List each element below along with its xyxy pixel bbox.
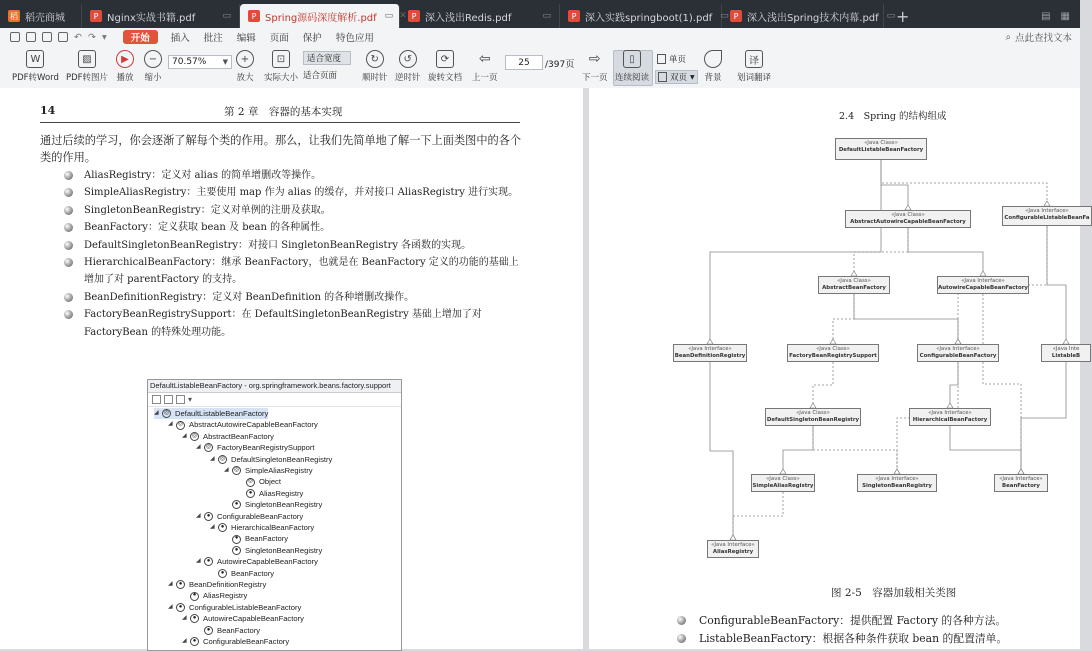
tree-item[interactable]: [168, 602, 301, 613]
button-label: 实际大小: [264, 73, 299, 83]
interface-icon: ●: [176, 603, 185, 612]
tab-float-icon[interactable]: ▭: [720, 11, 729, 21]
tree-item[interactable]: [238, 476, 281, 487]
uml-class-box: [1002, 206, 1092, 226]
tree-item-label: AutowireCapableBeanFactory: [217, 557, 318, 567]
expand-arrow-icon[interactable]: ◢: [196, 444, 201, 451]
uml-connector: [783, 426, 813, 474]
uml-class-box: [917, 344, 999, 362]
chevron-down-icon: ▼: [222, 58, 228, 66]
class-icon: ◎: [204, 443, 213, 452]
tab-float-icon[interactable]: ▭: [222, 11, 231, 21]
uml-connector: [813, 426, 897, 474]
uml-class-box: [751, 474, 815, 492]
rotate-doc-button[interactable]: [428, 50, 462, 83]
tree-item[interactable]: [182, 613, 304, 624]
tree-item[interactable]: [210, 568, 274, 579]
list-item: [64, 254, 524, 289]
expand-arrow-icon[interactable]: ◢: [210, 524, 215, 530]
pdf-to-word-icon: W: [26, 50, 44, 68]
tree-item-label: AbstractBeanFactory: [203, 431, 274, 441]
list-item-text: ConfigurableBeanFactory：提供配置 Factory 的各种方法。: [699, 614, 1007, 627]
pdf-icon: P: [730, 10, 742, 22]
print-preview-icon[interactable]: [58, 32, 68, 42]
list-item-text: SingletonBeanRegistry：定义对单例的注册及获取。: [84, 204, 331, 216]
translate-button[interactable]: [737, 50, 771, 83]
tab-nginx[interactable]: [82, 4, 240, 28]
pdf-icon: P: [568, 10, 580, 22]
expand-arrow-icon[interactable]: ◢: [154, 410, 159, 416]
tab-float-icon[interactable]: ▭: [384, 11, 394, 21]
quick-access: [0, 28, 117, 46]
pdf-icon: P: [408, 10, 420, 22]
uml-connector: [881, 160, 908, 210]
uml-stereotype: «Java Interface»: [961, 278, 1005, 284]
uml-connector: [908, 228, 983, 276]
list-item: [64, 306, 524, 341]
prev-page-button[interactable]: [472, 50, 498, 83]
bullet-icon: [64, 188, 73, 197]
type-hierarchy-screenshot: [147, 379, 402, 651]
uml-connector: [950, 426, 1021, 474]
uml-class-box: [765, 408, 861, 426]
button-label: 放大: [236, 73, 254, 83]
interface-icon: ●: [190, 637, 199, 646]
class-icon: ◎: [176, 421, 185, 430]
uml-class-box: [845, 210, 971, 228]
tab-label: 稻壳商城: [25, 12, 65, 24]
uml-class-name: FactoryBeanRegistrySupport: [789, 353, 877, 359]
expand-arrow-icon[interactable]: ◢: [210, 455, 215, 462]
translate-icon: 译: [745, 50, 763, 68]
tree-item[interactable]: [168, 579, 266, 590]
menu-protect[interactable]: 保护: [302, 33, 322, 44]
uml-class-name: AliasRegistry: [712, 549, 754, 555]
interface-icon: ●: [204, 512, 213, 521]
tree-item[interactable]: [224, 499, 322, 510]
continuous-read-label-group: [615, 50, 649, 83]
button-label: 播放: [116, 73, 134, 83]
uml-connector: [881, 160, 1047, 206]
tree-item-label: BeanDefinitionRegistry: [189, 580, 267, 589]
class-icon: ◎: [218, 455, 227, 464]
bullet-icon: [64, 223, 73, 232]
tree-item-label: AliasRegistry: [203, 591, 248, 601]
uml-class-name: AbstractAutowireCapableBeanFactory: [850, 219, 966, 225]
moon-icon: [704, 50, 722, 68]
single-page-icon: [657, 54, 666, 64]
uml-class-box: [857, 474, 937, 492]
grid-icon[interactable]: ▦: [1060, 10, 1070, 22]
uml-class-name: ConfigurableListableBeanFa: [1004, 215, 1090, 221]
expand-arrow-icon[interactable]: ◢: [224, 467, 229, 473]
uml-stereotype: «Java Interface»: [928, 410, 972, 416]
uml-class-name: SimpleAliasRegistry: [752, 483, 814, 489]
expand-arrow-icon[interactable]: ◢: [182, 638, 187, 644]
uml-stereotype: «Java Class»: [766, 476, 800, 482]
tab-label: 深入浅出Redis.pdf: [425, 12, 512, 24]
chevron-down-icon: ▾: [188, 395, 193, 404]
menu-insert[interactable]: 插入: [170, 33, 190, 44]
class-icon: ◎: [232, 466, 241, 475]
tree-item-label: DefaultSingletonBeanRegistry: [231, 454, 333, 464]
uml-stereotype: «Java Class»: [837, 278, 871, 284]
uml-stereotype: «Java Inte: [1052, 346, 1080, 352]
pdf-to-image-icon: ▨: [78, 50, 96, 68]
button-label: 适合页面: [303, 71, 338, 81]
interface-icon: ●: [218, 569, 227, 578]
uml-class-name: DefaultSingletonBeanRegistry: [766, 417, 860, 423]
dual-page-icon: [658, 72, 667, 82]
uml-class-name: SingletonBeanRegistry: [862, 483, 932, 489]
uml-connector: [813, 362, 833, 408]
interface-icon: ●: [232, 535, 241, 544]
list-item: [677, 630, 1007, 648]
page-number-input[interactable]: 25: [505, 55, 543, 70]
new-tab-icon[interactable]: +: [896, 6, 910, 26]
class-diagram-connectors: [589, 88, 1080, 588]
bullet-icon: [64, 293, 73, 302]
uml-class-name: BeanFactory: [1002, 483, 1040, 489]
tree-item[interactable]: [154, 408, 268, 419]
document-page-right: [589, 88, 1090, 649]
open-icon[interactable]: [10, 32, 20, 42]
button-label: 适合宽度: [307, 54, 342, 64]
tab-float-icon[interactable]: ▭: [886, 11, 896, 21]
uml-stereotype: «Java Interface»: [688, 346, 732, 352]
zoom-out-button[interactable]: [144, 50, 162, 83]
tab-home[interactable]: [0, 4, 82, 28]
bullet-icon: [64, 171, 73, 180]
background-button[interactable]: [704, 50, 722, 83]
rotate-ccw-icon: ↺: [399, 50, 417, 68]
button-label: 下一页: [582, 73, 608, 83]
list-item-text: ListableBeanFactory：根据各种条件获取 bean 的配置清单。: [699, 632, 1008, 645]
interface-icon: ●: [204, 557, 213, 566]
dropdown-icon[interactable]: ▾: [101, 31, 107, 43]
next-page-button[interactable]: [582, 50, 608, 83]
button-label: PDF转Word: [12, 73, 59, 83]
tree-item[interactable]: [182, 590, 247, 601]
tree-title: DefaultListableBeanFactory - org.springframework.beans.factory.support: [148, 380, 401, 393]
expand-arrow-icon[interactable]: ◢: [182, 432, 187, 439]
zoom-value: 70.57%: [172, 57, 207, 67]
bullet-icon: [64, 241, 73, 250]
uml-stereotype: «Java Class»: [796, 410, 830, 416]
zoom-out-icon: −: [144, 50, 162, 68]
menu-bar: [0, 28, 1080, 46]
rotate-doc-icon: ⟳: [436, 50, 454, 68]
button-label: 上一页: [472, 73, 498, 83]
tab-spring-internals[interactable]: [722, 4, 896, 28]
tree-item[interactable]: [238, 488, 303, 499]
fit-page-button[interactable]: [303, 69, 337, 81]
tree-item-label: AutowireCapableBeanFactory: [203, 614, 304, 624]
layout-icon[interactable]: ▤: [1041, 10, 1051, 22]
fit-width-button[interactable]: [303, 51, 351, 65]
uml-connector: [833, 294, 854, 344]
button-label: 顺时针: [362, 73, 388, 83]
tree-item[interactable]: [196, 556, 318, 567]
class-description-list: [64, 167, 524, 341]
figure-caption: 图 2-5 容器加载相关类图: [831, 587, 957, 599]
tree-item[interactable]: [224, 545, 322, 556]
list-item: [64, 202, 524, 219]
tab-label: Spring源码深度解析.pdf: [265, 12, 377, 24]
uml-class-name: DefaultListableBeanFactory: [838, 147, 924, 153]
list-item-text: AliasRegistry：定义对 alias 的简单增删改等操作。: [84, 170, 322, 181]
list-item: [677, 612, 1007, 630]
interface-icon: ●: [232, 500, 241, 509]
uml-class-box: [835, 138, 927, 160]
undo-icon[interactable]: ↶: [74, 31, 82, 43]
list-item: [64, 167, 524, 184]
uml-class-box: [673, 344, 747, 362]
search-label: 点此查找文本: [1014, 33, 1072, 44]
expand-arrow-icon[interactable]: ◢: [168, 581, 173, 587]
interface-icon: ●: [232, 546, 241, 555]
tree-item[interactable]: [168, 419, 318, 430]
rotate-cw-button[interactable]: [362, 50, 388, 83]
chevron-down-icon: ▼: [690, 73, 695, 81]
class-icon: ◎: [190, 432, 199, 441]
uml-class-box: [909, 408, 991, 426]
tree-item-label: SimpleAliasRegistry: [245, 466, 313, 475]
play-icon: ▶: [116, 50, 134, 68]
list-item-text: FactoryBeanRegistrySupport：在 DefaultSingletonBeanRegistry 基础上增加了对 FactoryBean 的特殊处理功能。: [84, 309, 482, 338]
uml-connector: [950, 362, 958, 408]
play-button[interactable]: [116, 50, 134, 83]
tab-label: Nginx实战书籍.pdf: [107, 12, 196, 24]
header-rule: [40, 122, 520, 123]
tab-spring-source[interactable]: [240, 4, 407, 28]
pdf-to-image-button[interactable]: [66, 50, 108, 83]
save-icon[interactable]: [26, 32, 36, 42]
tree-item-label: BeanFactory: [245, 534, 289, 544]
interface-icon: ●: [246, 489, 255, 498]
interface-icon: ●: [190, 592, 199, 601]
zoom-select[interactable]: [168, 55, 232, 69]
list-item-text: HierarchicalBeanFactory：继承 BeanFactory，也就是在 BeanFactory 定义的功能的基础上增加了对 parentFactory 的支持。: [84, 257, 519, 286]
tree-item-label: SingletonBeanRegistry: [245, 545, 323, 555]
uml-stereotype: «Java Interface»: [875, 476, 919, 482]
expand-arrow-icon[interactable]: ◢: [196, 558, 201, 565]
close-icon[interactable]: ✕: [399, 11, 407, 21]
uml-stereotype: «Java Class»: [864, 140, 898, 146]
uml-class-name: BeanDefinitionRegistry: [674, 353, 746, 359]
uml-connector: [854, 294, 958, 344]
menu-features[interactable]: 特色应用: [335, 33, 374, 44]
rotate-cw-icon: ↻: [366, 50, 384, 68]
tree-item-label: AliasRegistry: [259, 488, 304, 498]
interface-icon: ●: [176, 580, 185, 589]
intro-paragraph: 通过后续的学习，你会逐渐了解每个类的作用。那么，让我们先简单地了解一下上面类图中的各个类的作用。: [40, 134, 522, 164]
list-item-text: SimpleAliasRegistry：主要使用 map 作为 alias 的缓存，并对接口 AliasRegistry 进行实现。: [84, 187, 519, 199]
home-icon: 稻: [10, 11, 18, 21]
supertype-icon: [164, 395, 173, 404]
uml-connector: [1021, 362, 1066, 474]
continuous-read-icon: ▯: [623, 50, 641, 68]
list-item: [64, 184, 524, 201]
menu-edit[interactable]: 编辑: [236, 33, 256, 44]
tree-item[interactable]: [210, 522, 314, 533]
tree-item[interactable]: [224, 465, 313, 476]
tree-item-label: ConfigurableBeanFactory: [203, 637, 290, 646]
button-label: 旋转文档: [428, 73, 463, 83]
bullet-icon: [677, 634, 686, 643]
bullet-icon: [64, 206, 73, 215]
zoom-in-icon: +: [236, 50, 254, 68]
tab-springboot[interactable]: [560, 4, 729, 28]
pdf-icon: P: [90, 10, 102, 22]
search-command[interactable]: [1006, 30, 1080, 44]
class-icon: ◎: [246, 478, 255, 487]
list-item-text: BeanDefinitionRegistry：定义对 BeanDefinition 的各种增删改操作。: [84, 291, 415, 303]
menu-start[interactable]: 开始: [123, 30, 158, 44]
tree-item-label: BeanFactory: [217, 625, 261, 635]
expand-arrow-icon[interactable]: ◢: [168, 421, 173, 428]
menu-page[interactable]: 页面: [269, 33, 289, 44]
uml-stereotype: «Java Interface»: [999, 476, 1043, 482]
interface-icon: ●: [204, 626, 213, 635]
single-page-button[interactable]: [657, 53, 686, 65]
uml-class-box: [818, 276, 890, 294]
menu-annotate[interactable]: 批注: [203, 33, 223, 44]
tree-item-label: HierarchicalBeanFactory: [231, 523, 315, 532]
uml-class-box: [1041, 344, 1091, 362]
expand-arrow-icon[interactable]: ◢: [196, 512, 201, 519]
interface-icon: ●: [218, 523, 227, 532]
tree-item-label: ConfigurableListableBeanFactory: [189, 602, 302, 612]
tree-item[interactable]: [182, 636, 289, 647]
search-icon: ⌕: [1005, 31, 1011, 43]
tree-item[interactable]: [196, 442, 315, 453]
dual-page-button[interactable]: [655, 70, 698, 84]
uml-class-box: [994, 474, 1048, 492]
bullet-icon: [64, 258, 73, 267]
button-label: 背景: [704, 73, 722, 83]
uml-class-name: ConfigurableBeanFactory: [919, 353, 997, 359]
document-page-left: [0, 88, 583, 649]
uml-connector: [733, 492, 783, 540]
uml-class-name: HierarchicalBeanFactory: [912, 417, 988, 423]
page-total: /397页: [545, 60, 575, 70]
class-icon: ◎: [162, 409, 171, 418]
tree-item[interactable]: [196, 625, 260, 636]
tree-item[interactable]: [196, 511, 303, 522]
uml-connector: [710, 362, 733, 540]
actual-size-button[interactable]: [264, 50, 298, 83]
expand-arrow-icon[interactable]: ◢: [168, 603, 173, 610]
interface-icon: ●: [190, 614, 199, 623]
uml-stereotype: «Java Interface»: [711, 542, 755, 548]
tree-item-label: DefaultListableBeanFactory: [175, 409, 269, 418]
button-label: 划词翻译: [737, 73, 772, 83]
uml-stereotype: «Java Class»: [891, 212, 925, 218]
pdf-to-word-button[interactable]: [12, 50, 59, 83]
button-label: 双页: [670, 73, 688, 83]
tree-item-label: ConfigurableBeanFactory: [217, 511, 304, 521]
tab-redis[interactable]: [400, 4, 560, 28]
tree-item-label: AbstractAutowireCapableBeanFactory: [189, 420, 318, 430]
tree-item-label: SingletonBeanRegistry: [245, 500, 323, 510]
rotate-ccw-button[interactable]: [395, 50, 421, 83]
page-number: 14: [40, 104, 56, 117]
uml-class-name: ListableB: [1051, 353, 1081, 359]
interface-description-list: [677, 612, 1007, 648]
uml-connector: [983, 294, 1021, 474]
expand-arrow-icon[interactable]: ◢: [182, 615, 187, 622]
list-item: [64, 237, 524, 254]
button-label: 单页: [669, 55, 687, 65]
tab-label: 深入实践springboot(1).pdf: [585, 12, 713, 24]
tree-item[interactable]: [182, 431, 274, 442]
toolbar: [0, 46, 1080, 89]
bullet-icon: [64, 310, 73, 319]
button-label: PDF转图片: [66, 73, 109, 83]
tree-toolbar: [148, 393, 401, 407]
tree-item-label: FactoryBeanRegistrySupport: [217, 443, 315, 453]
chapter-heading: 第 2 章 容器的基本实现: [224, 106, 343, 118]
uml-class-box: [787, 344, 879, 362]
actual-size-icon: ⊡: [272, 50, 290, 68]
bullet-icon: [677, 616, 686, 625]
arrow-right-icon: ⇨: [588, 51, 601, 67]
list-item: [64, 219, 524, 236]
button-label: 缩小: [144, 73, 162, 83]
uml-class-name: AbstractBeanFactory: [822, 285, 886, 291]
list-item-text: DefaultSingletonBeanRegistry：对接口 SingletonBeanRegistry 各函数的实现。: [84, 239, 472, 251]
uml-class-name: AutowireCapableBeanFactory: [938, 285, 1028, 291]
tree-item[interactable]: [224, 533, 288, 544]
uml-stereotype: «Java Class»: [816, 346, 850, 352]
tab-bar: [0, 0, 1080, 28]
uml-connector: [1047, 226, 1066, 344]
arrow-left-icon: ⇦: [478, 51, 491, 67]
list-item: [64, 289, 524, 306]
uml-class-box: [707, 540, 759, 558]
button-label: 连续阅读: [615, 73, 650, 83]
section-heading: 2.4 Spring 的结构组成: [839, 111, 947, 122]
list-item-text: BeanFactory：定义获取 bean 及 bean 的各种属性。: [84, 222, 331, 234]
button-label: 逆时针: [395, 73, 421, 83]
zoom-in-button[interactable]: [236, 50, 254, 83]
tab-label: 深入浅出Spring技术内幕.pdf: [747, 12, 879, 24]
tree-item[interactable]: [210, 454, 332, 465]
tab-float-icon[interactable]: ▭: [542, 11, 551, 21]
tree-item-label: BeanFactory: [231, 568, 275, 578]
uml-stereotype: «Java Interface»: [1025, 208, 1069, 214]
pdf-icon: P: [248, 10, 260, 22]
hierarchy-icon: [152, 395, 161, 404]
redo-icon[interactable]: ↷: [87, 31, 96, 43]
uml-class-box: [937, 276, 1029, 294]
tree-item-label: Object: [259, 477, 281, 487]
subtype-icon: [176, 395, 185, 404]
print-icon[interactable]: [42, 32, 52, 42]
uml-stereotype: «Java Interface»: [936, 346, 980, 352]
